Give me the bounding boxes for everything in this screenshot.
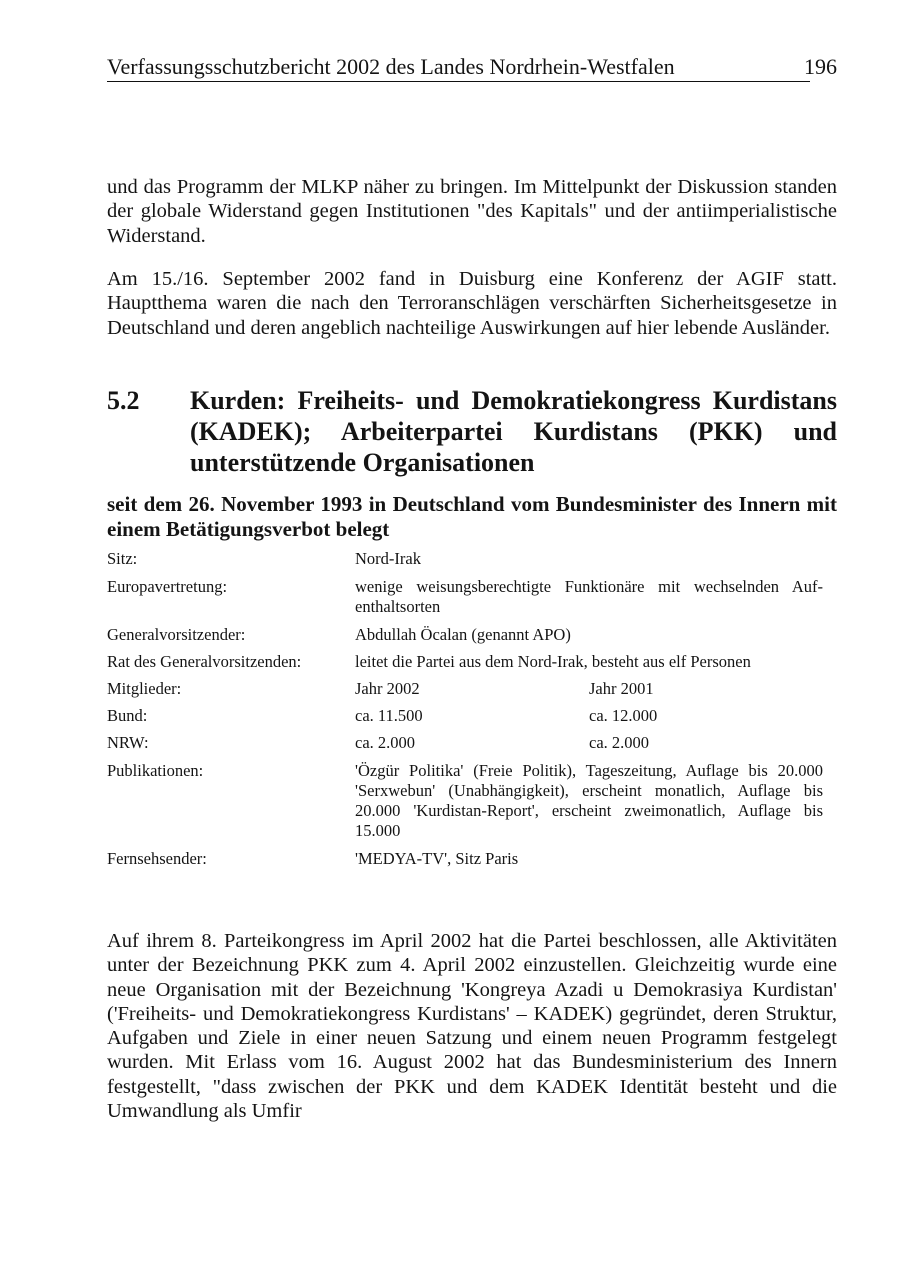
paragraph-agif-conference: Am 15./16. September 2002 fand in Duisburg eine Konferenz der AGIF statt. Hauptthema waren die nach den Terroranschlägen verschärften Sicherheitsgesetze in Deutschland und deren angeblich nachteilige Auswirkungen auf hier lebende Ausländer. (107, 268, 837, 339)
column-header-2002: Jahr 2002 (355, 679, 420, 698)
section-title: Kurden: Freiheits- und Demokratiekongress Kurdistans (KADEK); Arbeiterpartei Kurdistans (PKK) und unterstützende Organisationen (190, 386, 837, 477)
fact-label: Fernsehsender: (107, 849, 207, 868)
value-2002: ca. 11.500 (355, 706, 423, 725)
fact-label: Europavertretung: (107, 577, 228, 596)
running-header (107, 54, 837, 84)
fact-label: Publikationen: (107, 761, 204, 780)
fact-value: wenige weisungsberechtigte Funktionäre mit wechselnden Aufenthaltsorten (355, 577, 823, 616)
paragraph-party-congress: Auf ihrem 8. Parteikongress im April 2002 hat die Partei beschlossen, alle Aktivitäten unter der Bezeichnung PKK zum 4. April 2002 einzustellen. Gleichzeitig wurde eine neue Organisation mit der Bezeichnung 'Kongreya Azadi u Demokrasiya Kurdistan' ('Freiheits- und Demokratiekongress Kurdistans' – KADEK) gegründet, deren Struktur, Aufgaben und Ziele in einer neuen Satzung und einem neuen Programm festgelegt wurden. Mit Erlass vom 16. August 2002 hat das Bundesministerium des Innern festgestellt, "dass zwischen der PKK und dem KADEK Identität besteht und die Umwandlung als Umfir (107, 930, 837, 1123)
ban-subheading: seit dem 26. November 1993 in Deutschland vom Bundesminister des Innern mit einem Betätigungsverbot belegt (107, 492, 837, 541)
section-number: 5.2 (107, 386, 140, 415)
fact-value: Abdullah Öcalan (genannt APO) (355, 625, 571, 644)
fact-label: Mitglieder: (107, 679, 182, 698)
fact-label: Generalvorsitzender: (107, 625, 246, 644)
value-2001: ca. 12.000 (589, 706, 658, 725)
fact-value: 'MEDYA-TV', Sitz Paris (355, 849, 519, 868)
header-title: Verfassungsschutzbericht 2002 des Landes Nordrhein-Westfalen (107, 54, 675, 79)
page-number: 196 (804, 54, 837, 79)
header-rule (107, 81, 810, 82)
fact-label: Rat des Generalvorsitzenden: (107, 652, 302, 671)
fact-label: Sitz: (107, 549, 138, 568)
value-2002: ca. 2.000 (355, 733, 416, 752)
fact-value: Nord-Irak (355, 549, 421, 568)
paragraph-mlkp-discussion: und das Programm der MLKP näher zu bringen. Im Mittelpunkt der Diskussion standen der globale Widerstand gegen Institutionen "des Kapitals" und der antiimperialistische Widerstand. (107, 176, 837, 247)
fact-label: Bund: (107, 706, 148, 725)
fact-label: NRW: (107, 733, 149, 752)
fact-value: 'Özgür Politika' (Freie Politik), Tageszeitung, Auflage bis 20.000 'Serxwebun' (Unabhängigkeit), erscheint monatlich, Auflage bis 20.000 'Kurdistan-Report', erscheint zweimonatlich, Auflage bis 15.000 (355, 761, 823, 840)
fact-value: leitet die Partei aus dem Nord-Irak, besteht aus elf Personen (355, 652, 751, 671)
value-2001: ca. 2.000 (589, 733, 650, 752)
column-header-2001: Jahr 2001 (589, 679, 654, 698)
